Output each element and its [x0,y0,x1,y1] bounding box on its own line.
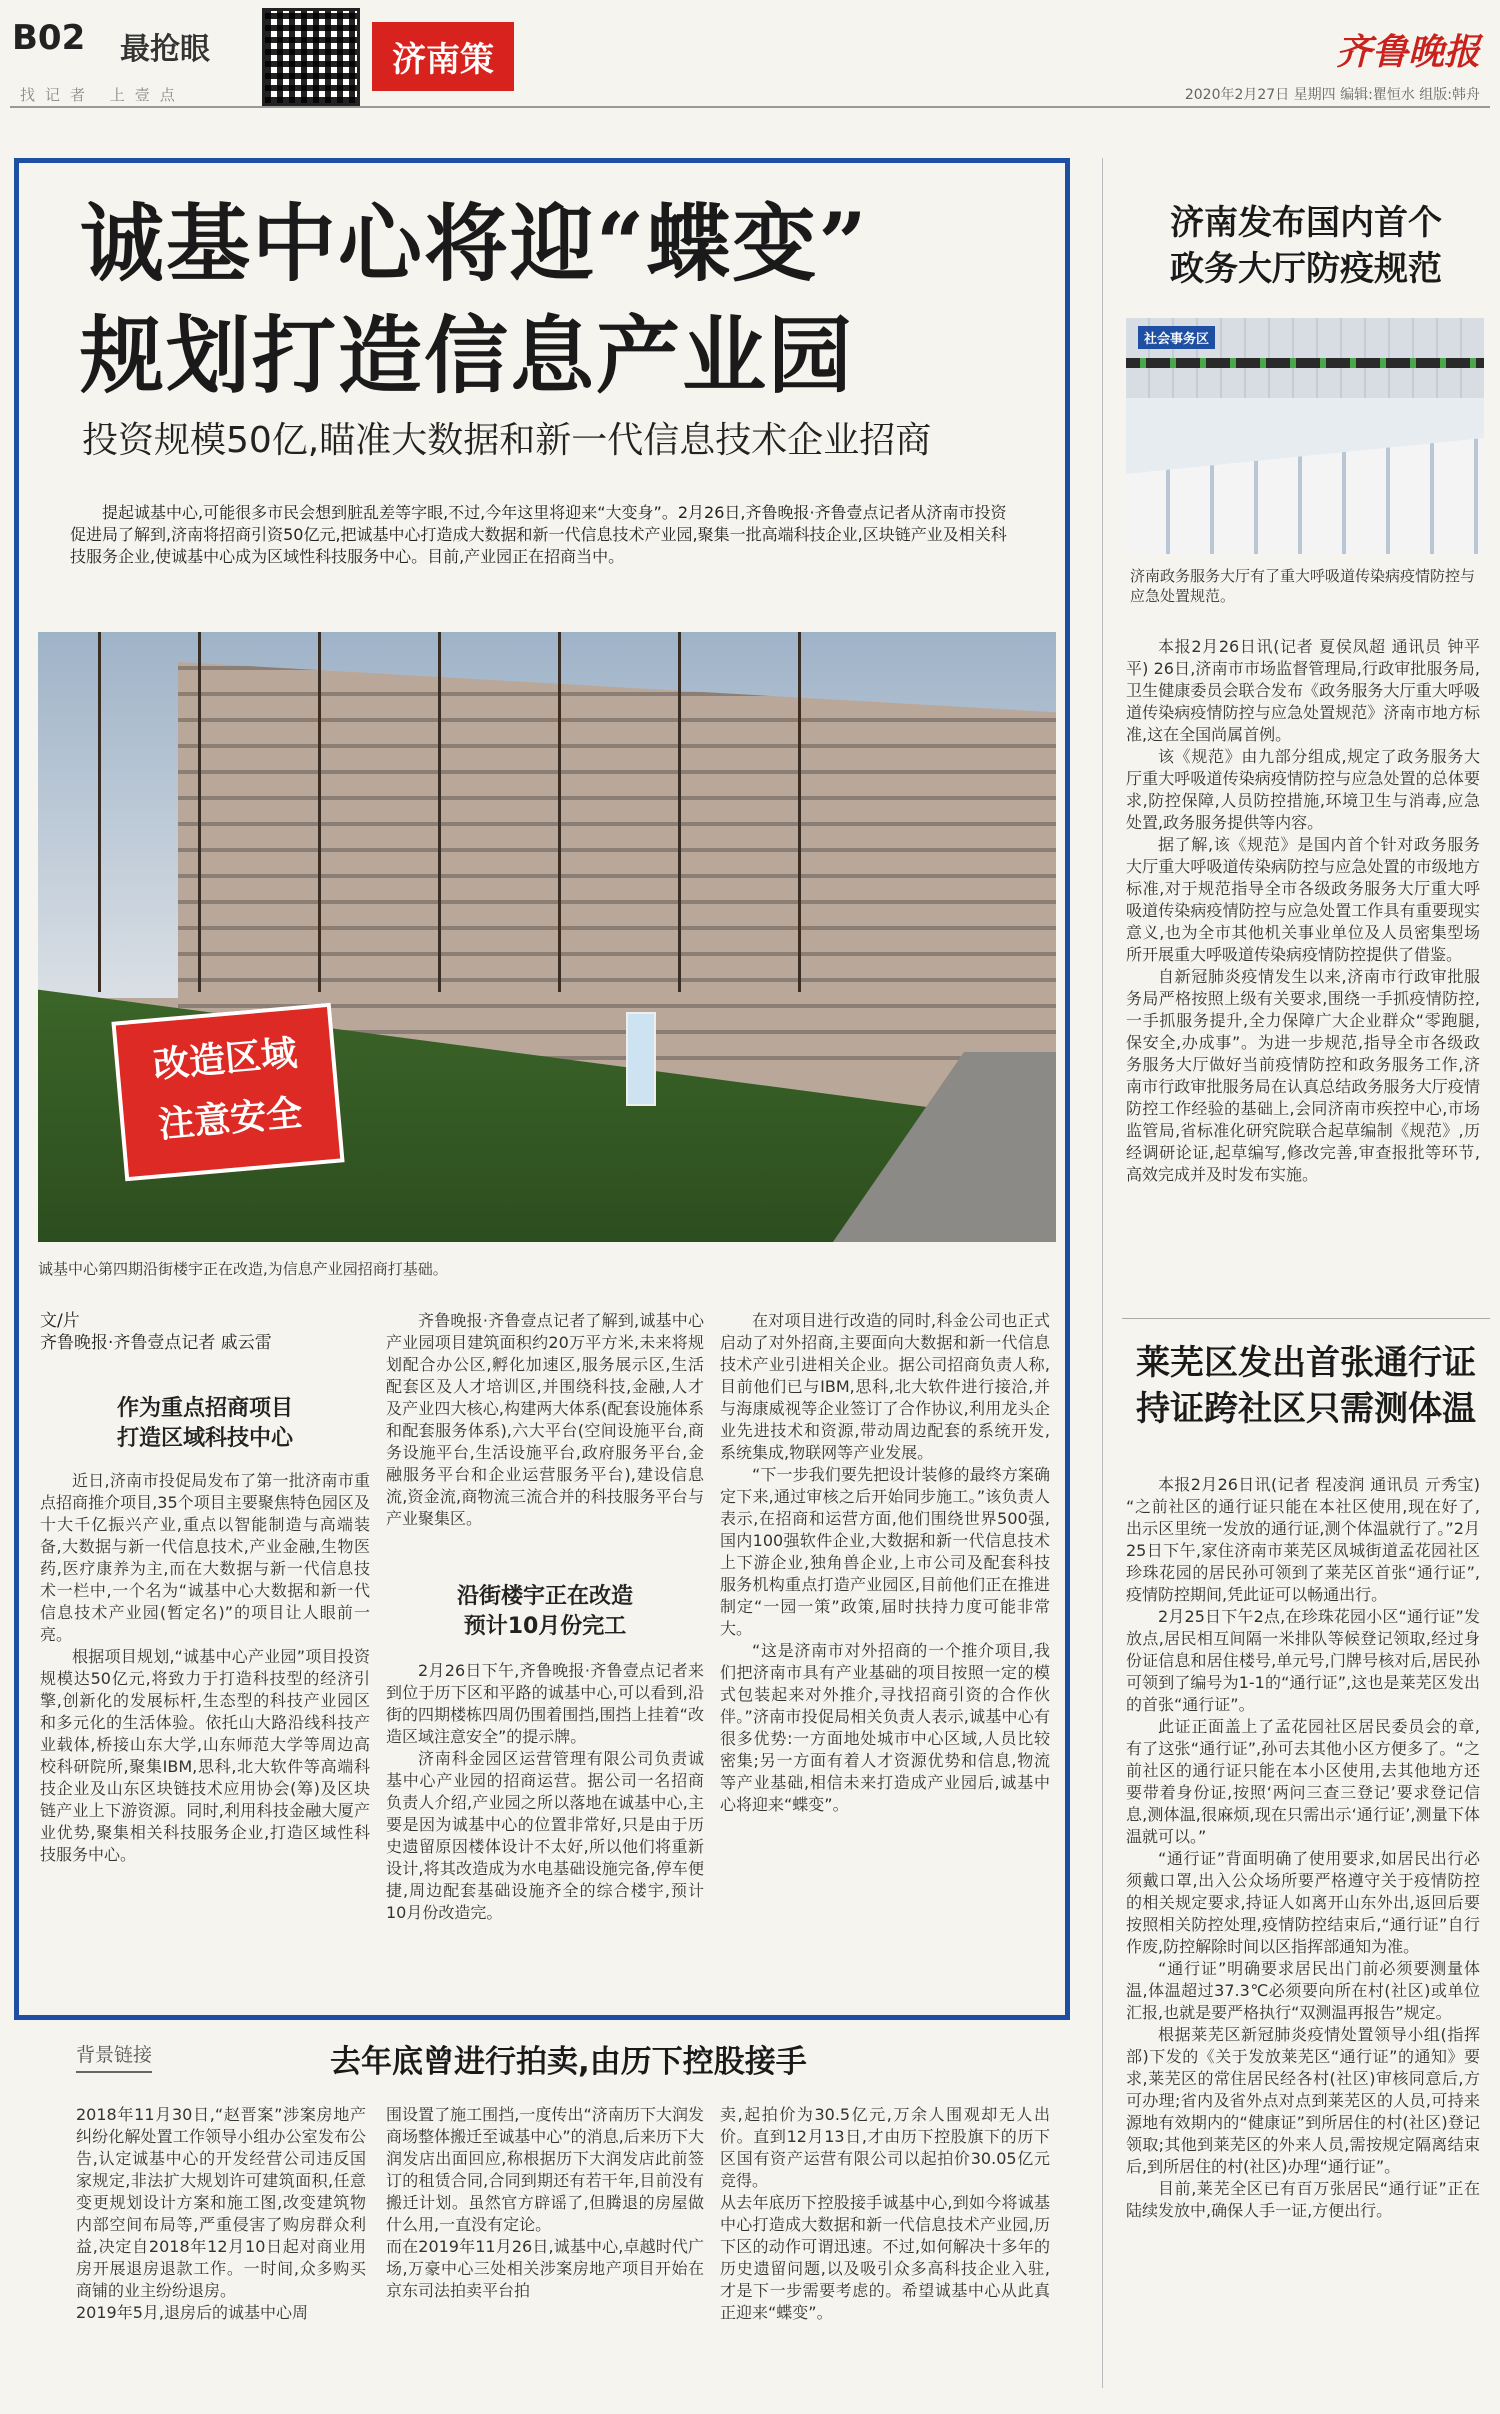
paragraph: 在对项目进行改造的同时,科金公司也正式启动了对外招商,主要面向大数据和新一代信息技术产业引进相关企业。据公司招商负责人称,目前他们已与IBM,思科,北大软件进行接洽,并与海康威视等企业签订了合作协议,利用龙头企业先进技术和资源,带动周边配套的系统开发,系统集成,物联网等产业发展。 [720,1311,1050,1462]
warning-sign [111,1003,344,1182]
right1-headline: 济南发布国内首个 政务大厅防疫规范 [1170,203,1442,289]
main-headline [80,188,1030,412]
slogan: 找记者 上壹点 [20,86,185,104]
byline-line-1: 文/片 [40,1311,80,1331]
lead-paragraph: 提起诚基中心,可能很多市民会想到脏乱差等字眼,不过,今年这里将迎来“大变身”。2月26日,齐鲁晚报·齐鲁壹点记者从济南市投资促进局了解到,济南将招商引资50亿元,把诚基中心打造成大数据和新一代信息技术产业园,聚集一批高端科技企业,区块链产业及相关科技服务企业,使诚基中心成为区域性科技服务中心。目前,产业园正在招商当中。 [70,503,1007,566]
sign-line-1: 改造区域 [151,1032,299,1087]
photo-sign: 社会事务区 [1138,326,1215,349]
right1-body [1126,636,1480,1186]
paragraph: 齐鲁晚报·齐鲁壹点记者了解到,诚基中心产业园项目建筑面积约20万平方米,未来将规划配合办公区,孵化加速区,服务展示区,生活配套区及人才培训区,并围绕科技,金融,人才及产业四大核心,构建两大体系(配套设施体系和配套服务体系),六大平台(空间设施平台,商务设施平台,生活设施平台,政府服务平台,金融服务平台和企业运营服务平台),建设信息流,资金流,商物流三流合并的科技服务平台与产业聚集区。 [386,1311,704,1528]
page-number: B02 [12,18,86,58]
byline [40,1310,272,1354]
headline-line-1: 诚基中心将迎“蝶变” [80,194,869,293]
paragraph: 自新冠肺炎疫情发生以来,济南市行政审批服务局严格按照上级有关要求,围绕一手抓疫情防控,一手抓服务提升,全力保障广大企业群众“零跑腿,保安全,办成事”。为进一步规范,指导全市各级政务服务大厅做好当前疫情防控和政务服务工作,济南市行政审批服务局在认真总结政务服务大厅疫情防控工作经验的基础上,会同济南市疾控中心,市场监管局,省标准化研究院联合起草编制《规范》,历经调研论证,起草编写,修改完善,审查报批等环节,高效完成并及时发布实施。 [1126,967,1480,1184]
col2-body [386,1660,704,1924]
right2-body [1126,1474,1480,2222]
masthead-divider [10,106,1490,108]
tree-icon [558,632,561,992]
byline-line-2: 齐鲁晚报·齐鲁壹点记者 戚云雷 [40,1333,272,1353]
column-divider [1102,158,1103,2388]
main-photo [38,632,1056,1242]
paragraph: 2月25日下午2点,在珍珠花园小区“通行证”发放点,居民相互间隔一米排队等候登记领取,经过身份证信息和居住楼号,单元号,门牌号核对后,居民孙可领到了编号为1-1的“通行证”,这也是莱芜区发出的首张“通行证”。 [1126,1607,1480,1714]
background-label: 背景链接 [76,2040,152,2073]
paragraph: 2月26日下午,齐鲁晚报·齐鲁壹点记者来到位于历下区和平路的诚基中心,可以看到,沿街的四期楼栋四周仍围着围挡,围挡上挂着“改造区域注意安全”的提示牌。 [386,1661,704,1746]
tree-icon [438,632,441,992]
right1-photo [1126,318,1484,554]
right1-caption: 济南政务服务大厅有了重大呼吸道传染病疫情防控与应急处置规范。 [1130,567,1476,605]
section-tag: 济南策 [372,22,514,91]
paragraph: 本报2月26日讯(记者 程凌润 通讯员 亓秀宝) “之前社区的通行证只能在本社区使用,现在好了,出示区里统一发放的通行证,测个体温就行了。”2月25日下午,家住济南市莱芜区凤城街道孟花园社区珍珠花园的居民孙可领到了莱芜区首张“通行证”,疫情防控期间,凭此证可以畅通出行。 [1126,1475,1480,1604]
section-divider [1122,1318,1490,1319]
newspaper-logo: 齐鲁晚报 [1335,31,1480,73]
tree-icon [198,632,201,992]
paragraph: 根据项目规划,“诚基中心产业园”项目投资规模达50亿元,将致力于打造科技型的经济引擎,创新化的发展标杆,生态型的科技产业园区和多元化的生活体验。依托山大路沿线科技产业载体,桥接山东大学,山东师范大学等周边高校科研院所,聚集IBM,思科,北大软件等高端科技企业及山东区块链技术应用协会(筹)及区块链产业上下游资源。同时,利用科技金融大厦产业优势,聚集相关科技服务企业,打造区域性科技服务中心。 [40,1647,370,1864]
tree-icon [98,632,101,992]
photo-led-ticker [1126,358,1484,368]
paragraph: 该《规范》由九部分组成,规定了政务服务大厅重大呼吸道传染病疫情防控与应急处置的总体要求,防控保障,人员防控措施,环境卫生与消毒,应急处置,政务服务提供等内容。 [1126,747,1480,832]
tree-icon [318,632,321,992]
sign-line-2: 注意安全 [156,1092,304,1147]
photo-caption: 诚基中心第四期沿街楼宇正在改造,为信息产业园招商打基础。 [38,1260,448,1278]
col2-subtitle: 沿街楼宇正在改造 预计10月份完工 [456,1584,633,1639]
paragraph: 本报2月26日讯(记者 夏侯凤超 通讯员 钟平平) 26日,济南市市场监督管理局,行政审批服务局,卫生健康委员会联合发布《政务服务大厅重大呼吸道传染病疫情防控与应急处置规范》济南市地方标准,这在全国尚属首例。 [1126,637,1480,744]
tree-icon [798,632,801,992]
background-col2: 围设置了施工围挡,一度传出“济南历下大润发商场整体搬迁至诚基中心”的消息,后来历下大润发店出面回应,称根据历下大润发店此前签订的租赁合同,合同到期还有若干年,目前没有搬迁计划。虽然官方辟谣了,但腾退的房屋做什么用,一直没有定论。 而在2019年11月26日,诚基中心,卓越时代广场,万豪中心三处相关涉案房地产项目开始在京东司法拍卖平台拍 [386,2105,704,2300]
paragraph: 根据莱芜区新冠肺炎疫情处置领导小组(指挥部)下发的《关于发放莱芜区“通行证”的通知》要求,莱芜区的常住居民经各村(社区)审核同意后,方可办理;省内及省外点对点到莱芜区的人员,可持来源地有效期内的“健康证”到所居住的村(社区)登记领取;其他到莱芜区的外来人员,需按规定隔离结束后,到所居住的村(社区)办理“通行证”。 [1126,2025,1480,2176]
col1-body [40,1470,370,1866]
background-title: 去年底曾进行拍卖,由历下控股接手 [330,2044,807,2080]
paragraph: “下一步我们要先把设计装修的最终方案确定下来,通过审核之后开始同步施工。”该负责人表示,在招商和运营方面,他们围绕世界500强,国内100强软件企业,大数据和新一代信息技术上下游企业,独角兽企业,上市公司及配套科技服务机构重点打造产业园区,目前他们正在推进制定“一园一策”政策,届时扶持力度可能非常大。 [720,1465,1050,1638]
issue-info: 2020年2月27日 星期四 编辑:瞿恒水 组版:韩舟 [1184,87,1480,103]
paragraph: 此证正面盖上了孟花园社区居民委员会的章,有了这张“通行证”,孙可去其他小区方便多了。“之前社区的通行证只能在本小区使用,去其他地方还要带着身份证,按照‘两问三查三登记’要求登记信息,测体温,很麻烦,现在只需出示‘通行证’,测量下体温就可以。” [1126,1717,1480,1846]
background-col1: 2018年11月30日,“赵晋案”涉案房地产纠纷化解处置工作领导小组办公室发布公告,认定诚基中心的开发经营公司违反国家规定,非法扩大规划许可建筑面积,任意变更规划设计方案和施工图,改变建筑物内部空间布局等,严重侵害了购房群众利益,决定自2018年12月10日起对商业用房开展退房退款工作。一时间,众多购买商铺的业主纷纷退房。 2019年5月,退房后的诚基中心周 [76,2105,366,2322]
paragraph: 济南科金园区运营管理有限公司负责诚基中心产业园的招商运营。据公司一名招商负责人介绍,产业园之所以落地在诚基中心,主要是因为诚基中心的位置非常好,只是由于历史遗留原因楼体设计不太好,所以他们将重新设计,将其改造成为水电基础设施完备,停车便捷,周边配套基础设施齐全的综合楼宇,预计10月份改造完。 [386,1749,704,1922]
col1-subtitle: 作为重点招商项目 打造区域科技中心 [116,1396,293,1451]
paragraph: “通行证”背面明确了使用要求,如居民出行必须戴口罩,出入公众场所要严格遵守关于疫情防控的相关规定要求,持证人如离开山东外出,返回后要按照相关防控处理,疫情防控结束后,“通行证”自行作废,防控解除时间以区指挥部通知为准。 [1126,1849,1480,1956]
headline-line-2: 规划打造信息产业园 [80,306,855,405]
tree-icon [678,632,681,992]
photo-desks [1126,438,1484,554]
right2-headline: 莱芜区发出首张通行证 持证跨社区只需测体温 [1136,1343,1476,1429]
qr-code-icon[interactable] [262,8,360,106]
column-name: 最抢眼 [120,32,210,67]
paragraph: 近日,济南市投促局发布了第一批济南市重点招商推介项目,35个项目主要聚焦特色园区及十大千亿振兴产业,重点以智能制造与高端装备,大数据与新一代信息技术,产业金融,生物医药,医疗康养为主,而在大数据与新一代信息技术一栏中,一个名为“诚基中心大数据和新一代信息技术产业园(暂定名)”的项目让人眼前一亮。 [40,1471,370,1644]
col2-body-top [386,1310,704,1530]
col3-body [720,1310,1050,1816]
paragraph: “这是济南市对外招商的一个推介项目,我们把济南市具有产业基础的项目按照一定的模式包装起来对外推介,寻找招商引资的合作伙伴。”济南市投促局相关负责人表示,诚基中心有很多优势:一方面地处城市中心区域,人员比较密集;另一方面有着人才资源优势和信息,物流等产业基础,相信未来打造成产业园后,诚基中心将迎来“蝶变”。 [720,1641,1050,1814]
paragraph: 据了解,该《规范》是国内首个针对政务服务大厅重大呼吸道传染病防控与应急处置的市级地方标准,对于规范指导全市各级政务服务大厅重大呼吸道传染病疫情防控与应急处置工作具有重要现实意义,也为全市其他机关事业单位及人员密集型场所开展重大呼吸道传染病疫情防控提供了借鉴。 [1126,835,1480,964]
photo-board [626,1012,656,1106]
background-col3: 卖,起拍价为30.5亿元,万余人围观却无人出价。直到12月13日,才由历下控股旗下的历下区国有资产运营有限公司以起拍价30.05亿元竞得。 从去年底历下控股接手诚基中心,到如今将诚基中心打造成大数据和新一代信息技术产业园,历下区的动作可谓迅速。不过,如何解决十多年的历史遗留问题,以及吸引众多高科技企业入驻,才是下一步需要考虑的。希望诚基中心从此真正迎来“蝶变”。 [720,2105,1050,2322]
main-subhead: 投资规模50亿,瞄准大数据和新一代信息技术企业招商 [82,420,932,461]
paragraph: “通行证”明确要求居民出门前必须要测量体温,体温超过37.3℃必须要向所在村(社区)或单位汇报,也就是要严格执行“双测温再报告”规定。 [1126,1959,1480,2022]
paragraph: 目前,莱芜全区已有百万张居民“通行证”正在陆续发放中,确保人手一证,方便出行。 [1126,2179,1480,2220]
